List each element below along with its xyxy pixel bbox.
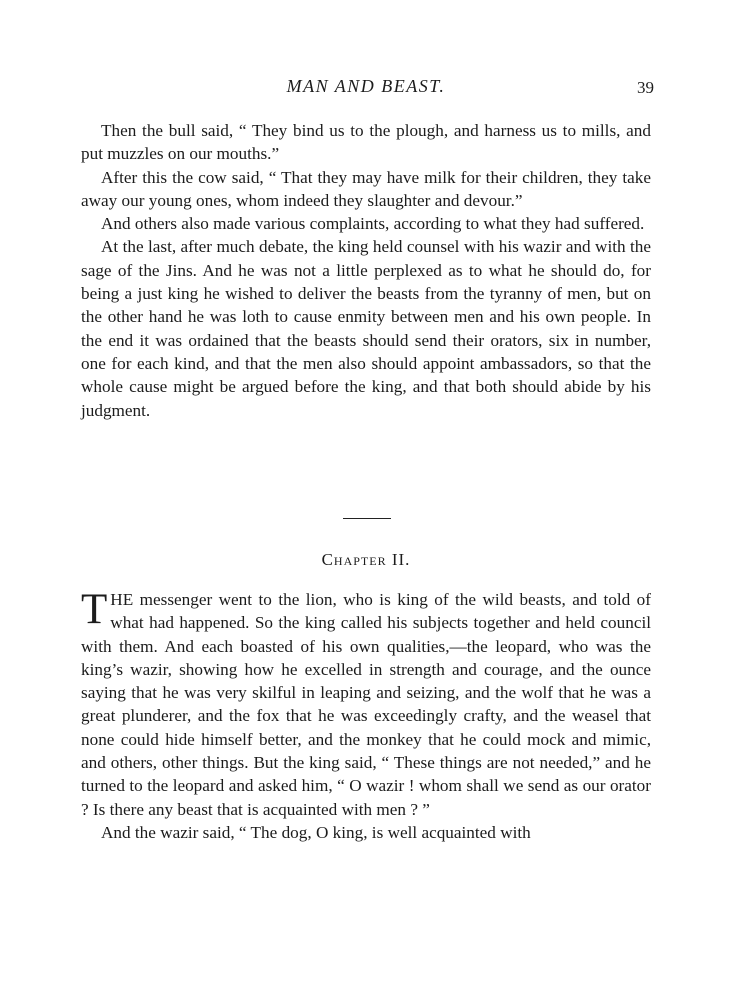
chapter-first-paragraph-text: HE messenger went to the lion, who is king of the wild beasts, and told of what had happened. So the king called his subjects together and held council with them. And each boasted of his own qualities,—the leopard, who was the king’s wazir, showing how he excelled in strength and courage, and the ounce saying that he was very skilful in leaping and seizing, and the wolf that he was a great plunderer, and the fox that he was exceedingly crafty, and the weasel that none could hide himself better, and the monkey that he could mock and mimic, and others, other things. But the king said, “ These things are not needed,” and he turned to the leopard and asked him, “ O wazir ! whom shall we send as our orator ? Is there any beast that is acquainted with men ? ” bbox=[81, 590, 651, 819]
paragraph-bull: Then the bull said, “ They bind us to the plough, and harness us to mills, and put muzzles on our mouths.” bbox=[81, 121, 651, 164]
drop-cap: T bbox=[81, 586, 108, 633]
section-divider bbox=[343, 518, 391, 519]
chapter-first-paragraph bbox=[81, 588, 651, 821]
chapter-text bbox=[81, 588, 651, 844]
paragraph-complaints: And others also made various complaints, according to what they had suffered. bbox=[101, 214, 645, 234]
body-text bbox=[81, 119, 651, 422]
paragraph-counsel: At the last, after much debate, the king held counsel with his wazir and with the sage of the Jins. And he was not a little perplexed as to what he should do, for being a just king he wished to deliver the beasts from the tyranny of men, but on the other hand he was loth to cause enmity between men and his own people. In the end it was ordained that the beasts should send their orators, six in number, one for each kind, and that the men also should appoint ambassadors, so that the whole cause might be argued before the king, and that both should abide by his judgment. bbox=[81, 237, 651, 420]
page-number: 39 bbox=[637, 78, 654, 97]
paragraph-cow: After this the cow said, “ That they may have milk for their children, they take away our young ones, whom indeed they slaughter and devour.” bbox=[81, 167, 651, 210]
chapter-second-paragraph: And the wazir said, “ The dog, O king, is well acquainted with bbox=[101, 822, 531, 842]
running-title: MAN AND BEAST. bbox=[286, 76, 446, 96]
chapter-heading: Chapter II. bbox=[321, 550, 411, 569]
running-head bbox=[0, 76, 732, 100]
